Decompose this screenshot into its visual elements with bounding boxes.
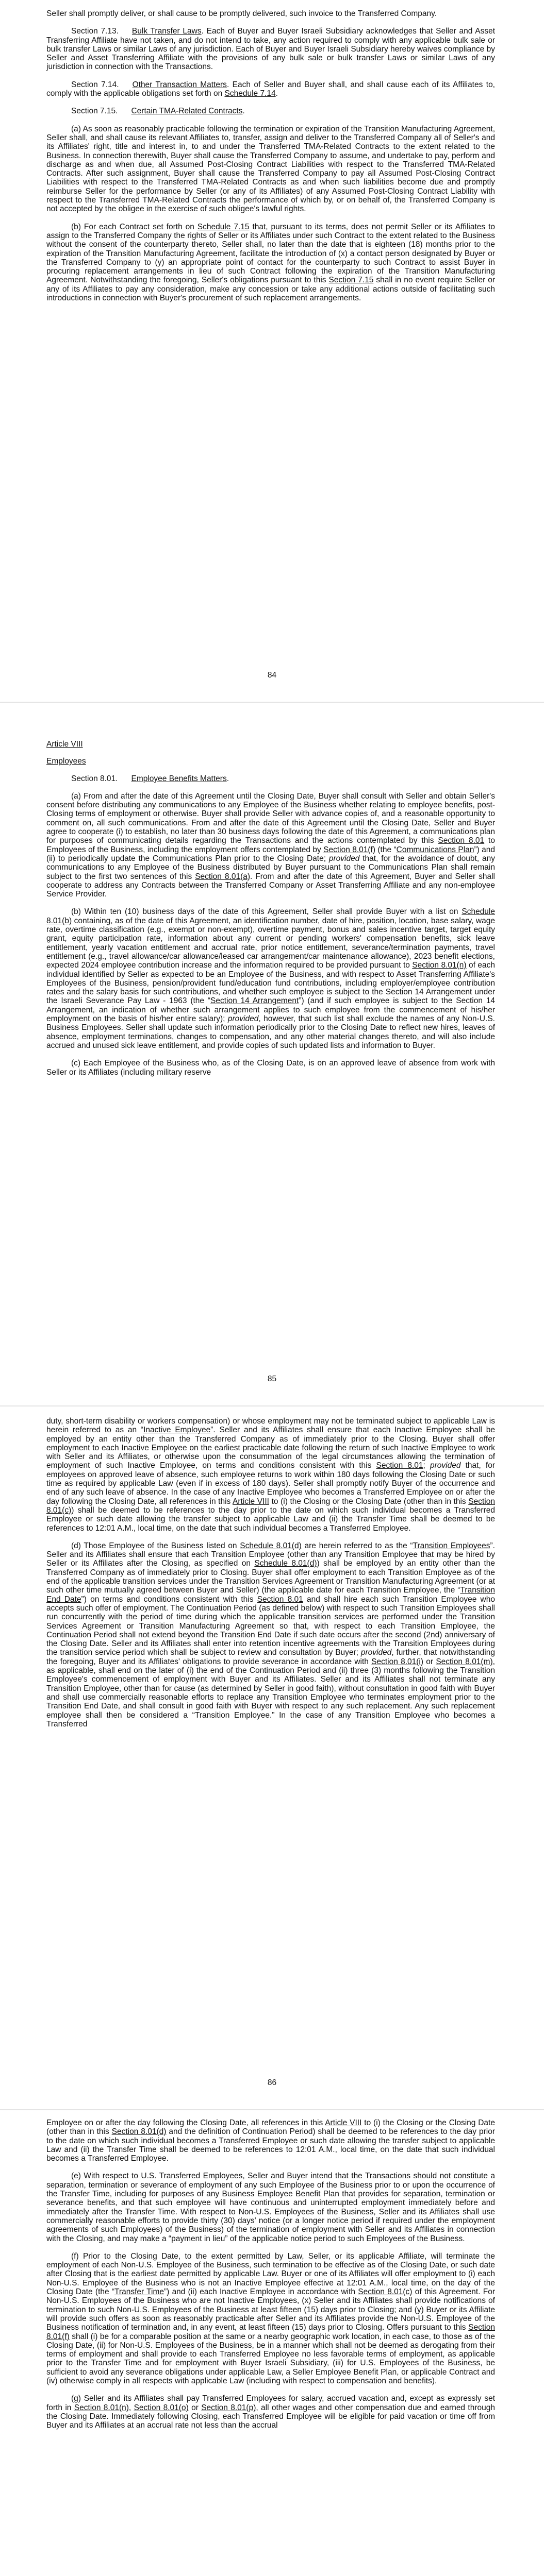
section-7-15-b: (b) For each Contract set forth on Schedule 7.15 that, pursuant to its terms, does not permit Seller or its Affiliates to assign to the Transferred Company the rights of Seller or its Affiliates under such Contract to the extent related to the Business without the consent of the counterparty thereto, Seller shall, no later than the date that is eighteen (18) months prior to the expiration of the Transition Manufacturing Agreement, facilitate the introduction of (x) a contact person designated by Buyer or the Transferred Company to (y) an appropriate point of contact for the counterparty to such Contract to assist Buyer in procuring replacement arrangements in lieu of such Contract following the expiration of the Transition Manufacturing Agreement. Notwithstanding the foregoing, Seller's obligations pursuant to this Section 7.15 shall in no event require Seller or any of its Affiliates to pay any consideration, make any concession or take any additional actions outside of facilitating such introductions in connection with Buyer's procurement of such replacement arrangements. xyxy=(46,222,496,303)
section-8-01-b: (b) Within ten (10) business days of the date of this Agreement, Seller shall provide Buyer with a list on Schedule 8.01(b) containing, as of the date of this Agreement, an identification number, date of hire, position, location, base salary, wage rate, overtime classification (e.g., exempt or non-exempt), overtime payment, bonus and sales incentive target, target equity grant, equity participation rate, information about any current or pending workers' compensation benefits, sick leave entitlement, yearly vacation entitlement and accrual rate, prior notice entitlement, severance/termination payments, travel entitlement (e.g., travel allowance/car allowance/leased car arrangement/car maintenance allowance), 2023 benefit elections, expected 2024 employee contribution increase and the information required to be provided pursuant to Section 8.01(n) of each individual identified by Seller as expected to be an Employee of the Business, and with respect to Asset Transferring Affiliate's Employees of the Business, pension/provident fund/education fund contributions, including employer/employee contribution rates and the salary basis for such contributions, and whether such employee is subject to the Section 14 Arrangement under the Israeli Severance Pay Law - 1963 (the “Section 14 Arrangement”) (and if such employee is subject to the Section 14 Arrangement, an indication of whether such arrangement applies to such employee from the commencement of his/her employment on the basis of his/her entire salary); provided, however, that such list shall exclude the names of any Non-U.S. Business Employees. Seller shall update such information periodically prior to the Closing Date to reflect new hires, leaves of absence, employment terminations, changes to compensation, and any other material changes thereto, and will also include accrued and unused sick leave entitlement, and provide copies of such updated lists and information to Buyer. xyxy=(46,907,495,1050)
schedule-reference: Schedule 7.15 xyxy=(197,222,250,231)
section-8-01-d: (d) Those Employee of the Business listed on Schedule 8.01(d) are herein referred to as the “Transition Employees”. Seller and its Affiliates shall ensure that each Transition Employee (other than any Transition Employee that may be hired by Seller or its Affiliates after the Closing, as specified on Schedule 8.01(d)) shall be employed by an entity other than the Transferred Company as of immediately prior to Closing. Buyer shall offer employment to each Transition Employee as of the end of the applicable transition services under the Transition Services Agreement or Transition Manufacturing Agreement (or at such other time mutually agreed between Buyer and Seller) (the applicable date for each Transition Employee, the “Transition End Date”) on terms and conditions consistent with this Section 8.01 and shall hire each such Transition Employee who accepts such offer of employment. The Continuation Period (as defined below) with respect to such Transition Employees shall run concurrently with the period of time during which the applicable transition services are performed under the Transition Services Agreement or Transition Manufacturing Agreement so that, with respect to each Transition Employee, the Continuation Period shall not extend beyond the Transition End Date if such date occurs after the second (2nd) anniversary of the Closing Date. Seller and its Affiliates shall enter into retention incentive agreements with the Transition Employees during the transition service period which shall be subject to review and consultation by Buyer; provided, further, that notwithstanding the foregoing, Buyer and its Affiliates' obligations to provide severance in accordance with Section 8.01(i) or Section 8.01(m), as applicable, shall end on the later of (i) the end of the Continuation Period and (ii) three (3) months following the Transition Employee's commencement of employment with Buyer and its Affiliates. Seller and its Affiliates shall not terminate any Transition Employee, other than for cause (as determined by Seller in good faith), without consultation in good faith with Buyer and shall use commercially reasonable efforts to replace any Transition Employee who terminates employment prior to the Transition End Date, and shall consult in good faith with Buyer with respect to any such replacement. Any such replacement employee shall then be considered a “Transition Employee.” In the case of any Transition Employee who becomes a Transferred xyxy=(46,1541,495,1728)
section-8-01-g: (g) Seller and its Affiliates shall pay Transferred Employees for salary, accrued vacation and, except as expressly set forth in Section 8.01(n), Section 8.01(o) or Section 8.01(p), all other wages and other compensation due and earned through the Closing Date. Immediately following Closing, each Transferred Employee will be eligible for paid vacation or time off from Buyer and its Affiliates at an accrual rate not less than the accrual xyxy=(46,2394,495,2430)
section-7-15-title: Certain TMA-Related Contracts xyxy=(131,107,243,116)
document-page-85 xyxy=(0,704,544,1404)
defined-term: Transition End Date xyxy=(46,1586,495,1604)
page-84-body xyxy=(46,9,495,311)
carryover-paragraph: Employee on or after the day following the Closing Date, all references in this Article VIII to (i) the Closing or the Closing Date (other than in this Section 8.01(d) and the definition of Continuation Period) shall be deemed to be references to the day prior to the date on which such individual becomes a Transferred Employee or such date allowing the transfer subject to applicable Law and (ii) the Transfer Time shall be deemed to be references to 12:01 A.M., local time, on the date that such individual becomes a Transferred Employee. xyxy=(46,2119,495,2163)
page-number: 85 xyxy=(267,1375,277,1383)
section-7-15: Section 7.15. Certain TMA-Related Contracts. xyxy=(71,107,245,116)
defined-term: Section 14 Arrangement xyxy=(210,996,299,1006)
page-number: 84 xyxy=(267,671,277,680)
section-8-01-title: Employee Benefits Matters xyxy=(131,774,227,783)
section-7-15-a: (a) As soon as reasonably practicable following the termination or expiration of the Transition Manufacturing Agreement, Seller shall, and shall cause its relevant Affiliates to, transfer, assign and deliver to the Transferred Company all of Seller's and its Affiliates' right, title and interest in, to and under the Transferred TMA-Related Contracts to the extent related to the Business. In connection therewith, Buyer shall cause the Transferred Company to assume, and undertake to pay, perform and discharge as and when due, all Assumed Post-Closing Contract Liabilities with respect to the Transferred TMA-Related Contracts. After such assignment, Buyer shall cause the Transferred Company to pay all Assumed Post-Closing Contract Liabilities with respect to the Transferred TMA-Related Contracts as and when such liabilities become due and promptly reimburse Seller for the performance by Seller (or any of its Affiliates) of any Assumed Post-Closing Contract Liability with respect to the Transferred TMA-Related Contracts the performance of which by, or on behalf of, the Transferred Company is not accepted by the obligee in the exercise of such obligee's lawful rights. xyxy=(46,124,495,214)
section-7-13-title: Bulk Transfer Laws xyxy=(131,27,202,36)
section-7-13: Section 7.13. Bulk Transfer Laws. Each of Buyer and Buyer Israeli Subsidiary acknowledges that Seller and Asset Transferring Affiliate have not taken, and do not intend to take, any action required to comply with any applicable bulk sale or bulk transfer Laws or similar Laws of any jurisdiction. Each of Buyer and Buyer Israeli Subsidiary hereby waives compliance by Seller and Asset Transferring Affiliate with the provisions of any bulk sale or bulk transfer Laws or similar Laws of any jurisdiction in connection with the Transactions. xyxy=(46,27,496,72)
page-86-body xyxy=(46,1417,495,1737)
defined-term: Transition Employees xyxy=(413,1541,490,1550)
document-page-87 xyxy=(0,2111,544,2576)
section-7-14-title: Other Transaction Matters xyxy=(132,80,227,89)
carryover-paragraph: Seller shall promptly deliver, or shall cause to be promptly delivered, such invoice to the Transferred Company. xyxy=(46,9,437,18)
page-divider xyxy=(0,2109,544,2110)
defined-term: Transfer Time xyxy=(114,2287,164,2297)
section-8-01: Section 8.01. Employee Benefits Matters. xyxy=(71,774,229,783)
document-page-86 xyxy=(0,1408,544,2108)
section-8-01-c: (c) Each Employee of the Business who, as of the Closing Date, is on an approved leave of absence from work with Seller or its Affiliates (including military reserve xyxy=(46,1059,495,1077)
section-8-01-f: (f) Prior to the Closing Date, to the extent permitted by Law, Seller, or its applicable Affiliate, will terminate the employment of each Non-U.S. Employee of the Business, such termination to be effective as of the Closing Date, or such date after Closing that is the earliest date permitted by applicable Law. Buyer or one of its Affiliates will offer employment to (i) each Non-U.S. Employee of the Business who is not an Inactive Employee effective at 12:01 A.M., local time, on the day of the Closing Date (the “Transfer Time”) and (ii) each Inactive Employee in accordance with Section 8.01(c) of this Agreement. For Non-U.S. Employees of the Business who are not Inactive Employees, (x) Seller and its Affiliates shall provide notifications of termination to such Non-U.S. Employees of the Business at least fifteen (15) days prior to Closing; and (y) Buyer or its Affiliate will provide such offers as soon as reasonably practicable after Seller and its Affiliates provide the Non-U.S. Employee of the Business notification of termination and, in any event, at least fifteen (15) days prior to Closing. Offers pursuant to this Section 8.01(f) shall (i) be for a comparable position at the same or a nearby geographic work location, in each case, to those as of the Closing Date, (ii) for Non-U.S. Employees of the Business, be in a manner which shall not be deemed as derogating from their terms of employment and shall provide to each Transferred Employee no less favorable terms of employment, as applicable prior to the Transfer Time and for employment with Buyer Israeli Subsidiary, (iii) for U.S. Employees of the Business, be sufficient to avoid any severance obligations under applicable Law, a Seller Employee Benefit Plan, or applicable Contract and (iv) otherwise comply in all respects with applicable Law (including with respect to compensation and benefits). xyxy=(46,2251,495,2386)
page-85-body xyxy=(46,740,495,1086)
article-title: Employees xyxy=(46,757,86,766)
schedule-reference: Schedule 7.14 xyxy=(224,89,276,98)
defined-term: Communications Plan xyxy=(396,845,474,854)
section-7-14: Section 7.14. Other Transaction Matters. Each of Seller and Buyer shall, and shall cause each of its Affiliates to, comply with the applicable obligations set forth on Schedule 7.14. xyxy=(46,80,495,98)
section-8-01-a: (a) From and after the date of this Agreement until the Closing Date, Buyer shall consult with Seller and obtain Seller's consent before distributing any communications to any Employee of the Business whether relating to employee benefits, post-Closing terms of employment or otherwise. Buyer shall provide Seller with advance copies of, and a reasonable opportunity to comment on, all such communications. From and after the date of this Agreement until the Closing Date, Seller and Buyer agree to cooperate (i) to establish, no later than 30 business days following the date of this Agreement, a communications plan for purposes of communicating details regarding the Transactions and the actions contemplated by this Section 8.01 to Employees of the Business, including the employment offers contemplated by Section 8.01(f) (the “Communications Plan”) and (ii) to periodically update the Communications Plan prior to the Closing Date; provided that, for the avoidance of doubt, any communications to any Employee of the Business distributed by Buyer pursuant to the Communications Plan shall remain subject to the first two sentences of this Section 8.01(a). From and after the date of this Agreement, Buyer and Seller shall cooperate to address any Contracts between the Transferred Company or Asset Transferring Affiliate and any non-employee Service Provider. xyxy=(46,791,496,899)
section-8-01-e: (e) With respect to U.S. Transferred Employees, Seller and Buyer intend that the Transactions should not constitute a separation, termination or severance of employment of any such Employee of the Business prior to or upon the occurrence of the Transfer Time, including for purposes of any Business Employee Benefit Plan that provides for separation, termination or severance benefits, and that such employee will have continuous and uninterrupted employment immediately before and immediately after the Transfer Time. With respect to Non-U.S. Employees of the Business, Seller and its Affiliates shall use commercially reasonable efforts to provide thirty (30) days' notice (or a longer notice period if required under the employment agreements of such Employees) of the Business) of the termination of employment with Seller and its Affiliates in connection with the Closing, and may make a “payment in lieu” of the applicable notice period to such Employees of the Business. xyxy=(46,2172,495,2243)
defined-term: Inactive Employee xyxy=(143,1426,211,1435)
page-number: 86 xyxy=(267,2078,277,2087)
section-reference: Section 7.15 xyxy=(328,276,374,285)
document-page-84 xyxy=(0,0,544,701)
page-divider xyxy=(0,702,544,703)
page-87-body xyxy=(46,2119,495,2439)
article-heading: Article VIII xyxy=(46,740,83,749)
carryover-paragraph: duty, short-term disability or workers compensation) or whose employment may not be terminated subject to applicable Law is herein referred to as an “Inactive Employee”. Seller and its Affiliates shall ensure that each Inactive Employee shall be employed by an entity other than the Transferred Company as of immediately prior to the Closing. Buyer shall offer employment to each Inactive Employee on the earliest practicable date following the return of such Inactive Employee to work with Seller and its Affiliates, or otherwise upon the consummation of the legal circumstances allowing the termination of employment of such Inactive Employee, on terms and conditions consistent with this Section 8.01; provided that, for employees on approved leave of absence, such employee returns to work within 180 days following the Closing Date or such time as required by applicable Law (even if in excess of 180 days). Seller shall promptly notify Buyer of the occurrence and end of any such leave of absence. In the case of any Inactive Employee who becomes a Transferred Employee on or after the day following the Closing Date, all references in this Article VIII to (i) the Closing or the Closing Date (other than in this Section 8.01(c)) shall be deemed to be references to the day prior to the date on which such individual becomes a Transferred Employee or such date allowing the transfer subject to applicable Law and (ii) the Transfer Time shall be deemed to be references to 12:01 A.M., local time, on the date that such individual becomes a Transferred Employee. xyxy=(46,1417,496,1533)
page-divider xyxy=(0,1405,544,1406)
